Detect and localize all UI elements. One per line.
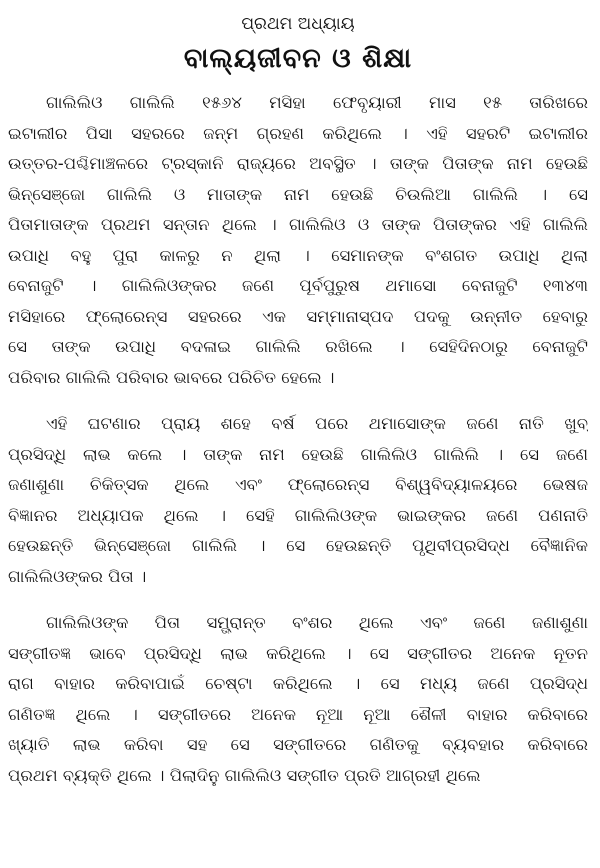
paragraph (8, 608, 588, 791)
text-line: ବିଜ୍ଞାନର ଅଧ୍ୟାପକ ଥିଲେ । ସେହି ଗାଲିଲିଓଙ୍କ ଭାଇଙ୍କର ଜଣେ ପଣନାତି (8, 505, 588, 525)
text-line: ହେଉଛନ୍ତି ଭିନ୍‌ସେଞ୍ଜୋ ଗାଲିଲି । ସେ ହେଉଛନ୍ତି ପୃଥିବୀପ୍ରସିଦ୍ଧ ବୈଜ୍ଞାନିକ (8, 536, 588, 555)
text-line: ପିତାମାତାଙ୍କ ପ୍ରଥମ ସନ୍ତାନ ଥିଲେ । ଗାଲିଲିଓ ଓ ତାଙ୍କ ପିତାଙ୍କର ଏହି ଗାଲିଲି (8, 215, 588, 234)
text-line: ଗାଲିଲିଓ ଗାଲିଲି ୧୫୬୪ ମସିହା ଫେବୃୟାରୀ ମାସ ୧୫ ତାରିଖରେ (46, 93, 588, 112)
text-line: ଏହି ଘଟଣାର ପ୍ରାୟ ଶହେ ବର୍ଷ ପରେ ଥମାସୋଙ୍କ ଜଣେ ନାତି ଖୁବ୍ (46, 414, 588, 433)
text-line: ପ୍ରଥମ ବ୍ୟକ୍ତି ଥିଲେ । ପିଲାଦିନୁ ଗାଲିଲିଓ ସଙ୍ଗୀତ ପ୍ରତି ଆଗ୍ରହୀ ଥିଲେ (8, 765, 481, 785)
text-line: ଉତ୍ତର-ପଶ୍ଚିମାଞ୍ଚଳରେ ଟ୍ରସ୍କାନି ରାଜ୍ୟରେ ଅବସ୍ଥିତ । ତାଙ୍କ ପିତାଙ୍କ ନାମ ହେଉଛି (8, 154, 588, 173)
text-line: ଗାଲିଲିଓଙ୍କ ପିତା ସମ୍ଭ୍ରାନ୍ତ ବଂଶର ଥିଲେ ଏବଂ ଜଣେ ଜଣାଶୁଣା (46, 613, 588, 632)
text-line: ସେ ତାଙ୍କ ଉପାଧି ବଦଳାଇ ଗାଲିଲି ରଖିଲେ । ସେହିଦିନଠାରୁ ବେନାଜୁଟି (8, 337, 588, 356)
text-line: ପ୍ରସିଦ୍ଧି ଲାଭ କଲେ । ତାଙ୍କ ନାମ ହେଉଛି ଗାଲିଲିଓ ଗାଲିଲି । ସେ ଜଣେ (8, 444, 588, 464)
chapter-label: ପ୍ରଥମ ଅଧ୍ୟାୟ (241, 14, 355, 34)
text-line: ଖ୍ୟାତି ଲାଭ କରିବା ସହ ସେ ସଙ୍ଗୀତରେ ଗଣିତକୁ ବ୍ୟବହାର କରିବାରେ (8, 735, 588, 754)
paragraph (8, 88, 588, 393)
paragraph (8, 409, 588, 592)
body-text (8, 88, 588, 791)
text-line: ପରିବାର ଗାଲିଲି ପରିବାର ଭାବରେ ପରିଚିତ ହେଲେ । (8, 367, 335, 387)
chapter-title: ବାଲ୍ୟଜୀବନ ଓ ଶିକ୍ଷା (183, 43, 413, 74)
text-line: ଭିନ୍‌ସେଞ୍ଜୋ ଗାଲିଲି ଓ ମାତାଙ୍କ ନାମ ହେଉଛି ଚିଉଲିଆ ଗାଲିଲି । ସେ (8, 184, 588, 204)
text-line: ସଙ୍ଗୀତଜ୍ଞ ଭାବେ ପ୍ରସିଦ୍ଧି ଲାଭ କରିଥିଲେ । ସେ ସଙ୍ଗୀତର ଅନେକ ନୂତନ (8, 643, 588, 663)
text-line: ବେନାଜୁଟି । ଗାଲିଲିଓଙ୍କର ଜଣେ ପୂର୍ବପୁରୁଷ ଥମାସୋ ବେନାଜୁଟି ୧୩୪୩ (8, 276, 588, 295)
text-line: ଜଣାଶୁଣା ଚିକିତ୍ସକ ଥିଲେ ଏବଂ ଫ୍ଲୋରେନ୍ସ ବିଶ୍ୱବିଦ୍ୟାଳୟରେ ଭେଷଜ (8, 475, 588, 494)
text-line: ମସିହାରେ ଫ୍ଲୋରେନ୍ସ ସହରରେ ଏକ ସମ୍ମାନାସ୍ପଦ ପଦକୁ ଉନ୍ନୀତ ହେବାରୁ (8, 306, 588, 326)
text-line: ଉପାଧି ବହୁ ପୁରା କାଳରୁ ନ ଥିଲା । ସେମାନଙ୍କ ବଂଶଗତ ଉପାଧି ଥିଲା (8, 245, 588, 265)
text-line: ଗଣିତଜ୍ଞ ଥିଲେ । ସଙ୍ଗୀତରେ ଅନେକ ନୂଆ ନୂଆ ଶୈଳୀ ବାହାର କରିବାରେ (8, 704, 588, 724)
text-line: ଇଟାଲୀର ପିସା ସହରରେ ଜନ୍ମ ଗ୍ରହଣ କରିଥିଲେ । ଏହି ସହରଟି ଇଟାଲୀର (8, 123, 588, 143)
text-line: ଗାଲିଲିଓଙ୍କର ପିତା । (8, 566, 147, 586)
text-line: ରାଗ ବାହାର କରିବାପାଇଁ ଚେଷ୍ଟା କରିଥିଲେ । ସେ ମଧ୍ୟ ଜଣେ ପ୍ରସିଦ୍ଧ (8, 674, 588, 693)
